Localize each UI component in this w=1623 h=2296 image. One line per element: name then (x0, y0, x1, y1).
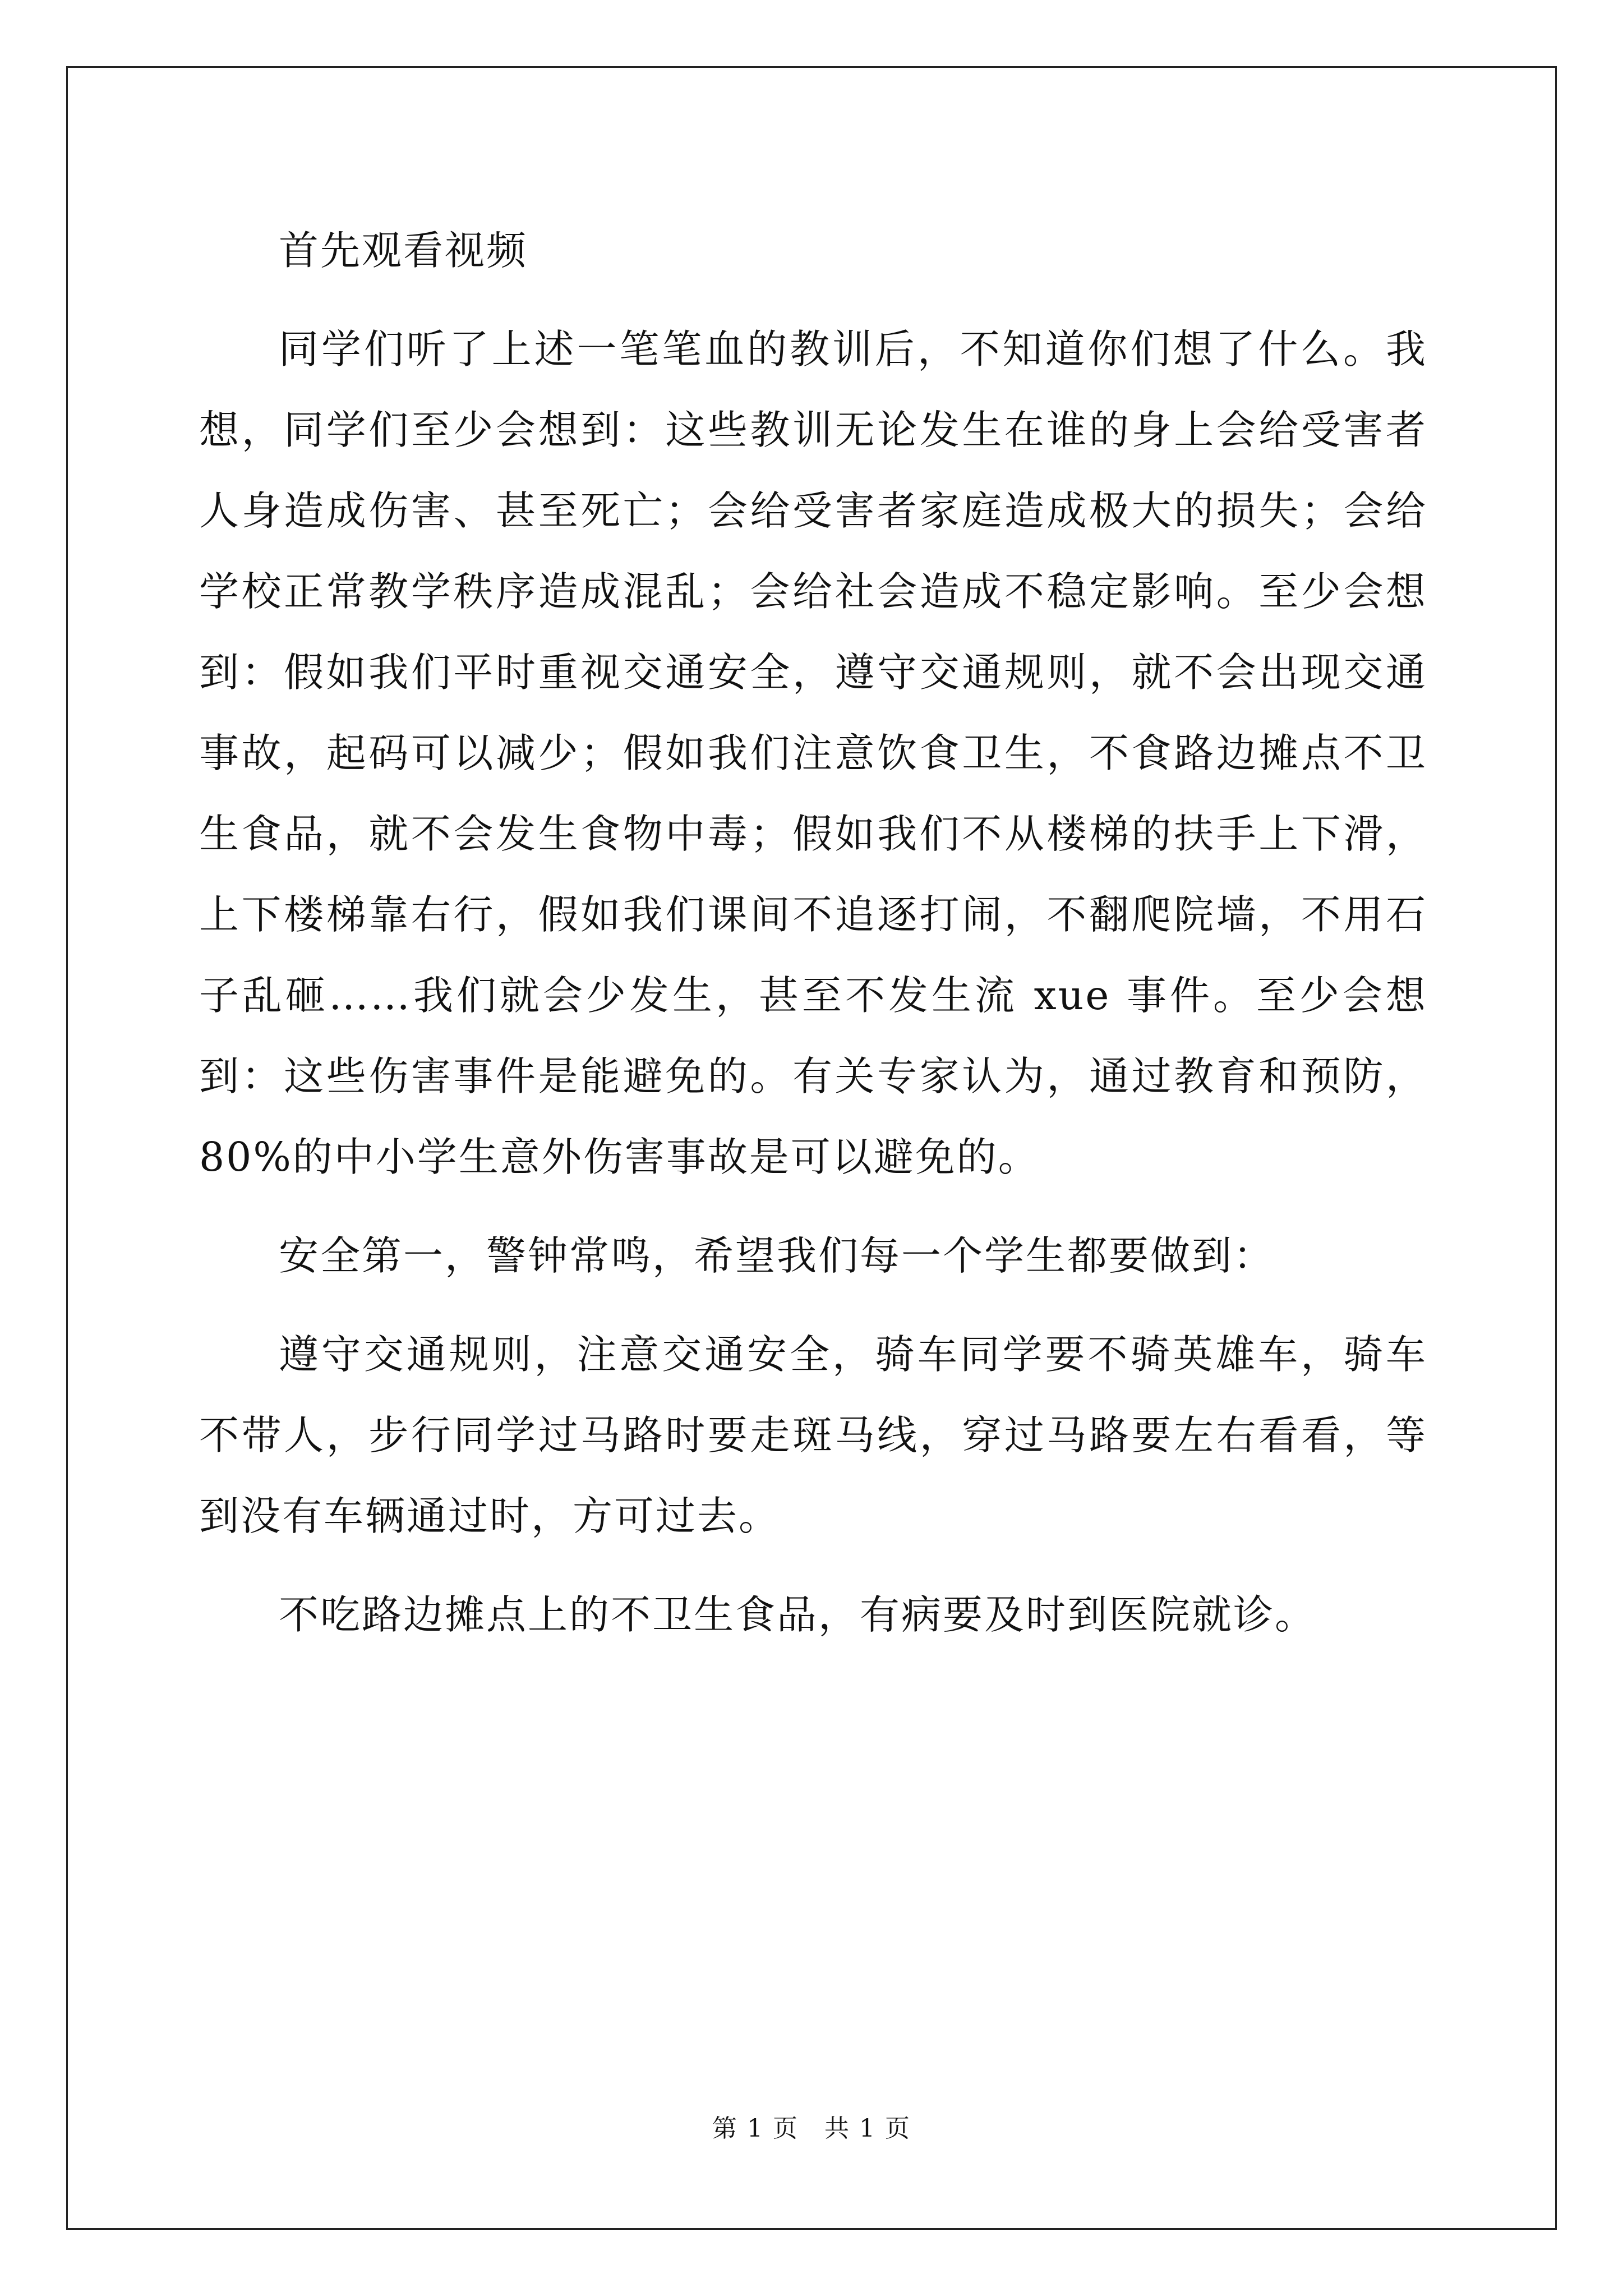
page-number-footer: 第 1 页 共 1 页 (712, 2114, 911, 2143)
paragraph-safety-first: 安全第一，警钟常鸣，希望我们每一个学生都要做到： (279, 1232, 1275, 1279)
document-body (199, 210, 1427, 1655)
paragraph-traffic-rules: 遵守交通规则，注意交通安全，骑车同学要不骑英雄车，骑车不带人，步行同学过马路时要走斑马线，穿过马路要左右看看，等到没有车辆通过时，方可过去。 (199, 1331, 1427, 1539)
paragraph-intro: 首先观看视频 (279, 227, 528, 274)
paragraph-food-safety: 不吃路边摊点上的不卫生食品，有病要及时到医院就诊。 (279, 1591, 1317, 1638)
paragraph-lessons: 同学们听了上述一笔笔血的教训后，不知道你们想了什么。我想，同学们至少会想到：这些教训无论发生在谁的身上会给受害者人身造成伤害、甚至死亡；会给受害者家庭造成极大的损失；会给学校正常教学秩序造成混乱；会给社会造成不稳定影响。至少会想到：假如我们平时重视交通安全，遵守交通规则，就不会出现交通事故，起码可以减少；假如我们注意饮食卫生，不食路边摊点不卫生食品，就不会发生食物中毒；假如我们不从楼梯的扶手上下滑，上下楼梯靠右行，假如我们课间不追逐打闹，不翻爬院墙，不用石子乱砸……我们就会少发生，甚至不发生流 xue 事件。至少会想到：这些伤害事件是能避免的。有关专家认为，通过教育和预防，80%的中小学生意外伤害事故是可以避免的。 (199, 326, 1427, 1180)
